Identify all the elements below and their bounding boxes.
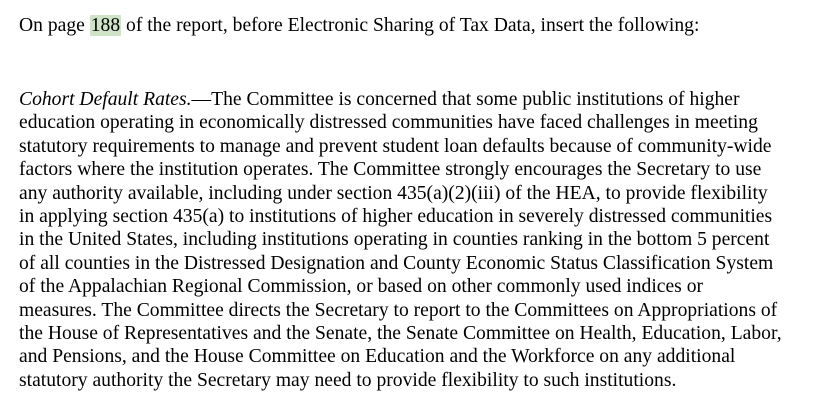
paragraph-line: statutory requirements to manage and prevent student loan defaults because of community-wide [19,135,772,157]
page-number-highlight: 188 [90,15,121,36]
paragraph-line: in the United States, including institutions operating in counties ranking in the bottom 5 percent [19,229,770,251]
paragraph-line-text: —The Committee is concerned that some public institutions of higher [191,89,740,110]
cohort-default-rates-paragraph [19,88,831,392]
paragraph-line: any authority available, including under section 435(a)(2)(iii) of the HEA, to provide flexibility [19,182,768,204]
paragraph-line: statutory authority the Secretary may need to provide flexibility to such institutions. [19,369,677,391]
instruction-prefix: On page [19,15,90,36]
paragraph-heading: Cohort Default Rates. [19,89,192,110]
instruction-suffix: of the report, before Electronic Sharing of Tax Data, insert the following: [121,15,700,36]
paragraph-line: education operating in economically distressed communities have faced challenges in meeting [19,112,758,134]
paragraph-line: the House of Representatives and the Senate, the Senate Committee on Health, Education, Labor, [19,323,782,345]
insertion-instruction [19,13,699,39]
paragraph-line: and Pensions, and the House Committee on Education and the Workforce on any additional [19,346,736,368]
paragraph-line [19,88,831,111]
paragraph-line: of the Appalachian Regional Commission, or based on other commonly used indices or [19,276,704,298]
paragraph-line: in applying section 435(a) to institutions of higher education in severely distressed communities [19,206,773,228]
paragraph-line: of all counties in the Distressed Designation and County Economic Status Classification System [19,252,774,274]
paragraph-line: measures. The Committee directs the Secretary to report to the Committees on Appropriations of [19,299,778,321]
paragraph-line: factors where the institution operates. The Committee strongly encourages the Secretary to use [19,159,762,181]
